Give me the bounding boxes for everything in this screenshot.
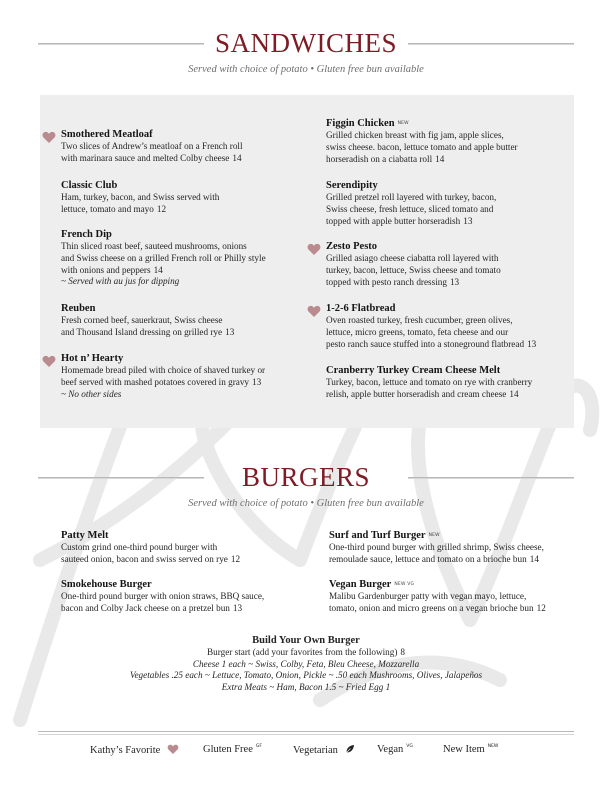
menu-item: [326, 302, 566, 350]
item-price: 14: [435, 153, 445, 164]
item-description: [326, 377, 566, 401]
item-description: [326, 192, 566, 227]
menu-item: [329, 529, 579, 566]
byo-cheese: Cheese 1 each ~ Swiss, Colby, Feta, Bleu Cheese, Mozzarella: [192, 658, 420, 669]
sandwiches-subtitle: Served with choice of potato • Gluten free bun available: [188, 64, 424, 75]
item-badge: NEW: [428, 533, 440, 538]
item-description-text: topped with pesto ranch dressing: [326, 276, 447, 287]
item-note: ~ Served with au jus for dipping: [61, 276, 180, 287]
item-description-line: [326, 142, 566, 154]
item-name: [61, 302, 301, 315]
item-description-text: Custom grind one-third pound burger with: [61, 542, 218, 552]
menu-item: [61, 302, 301, 339]
item-name-text: Vegan Burger: [329, 579, 392, 590]
heart-icon: [42, 352, 56, 364]
item-description: [61, 315, 301, 339]
byo-vegetables: Vegetables .25 each ~ Lettuce, Tomato, Onion, Pickle ~ .50 each Mushrooms, Olives, Jalapeños: [129, 670, 483, 681]
legend-vegan-label: Vegan: [377, 744, 404, 755]
item-description-line: [61, 603, 311, 615]
item-description: [61, 591, 311, 615]
item-description-line: [326, 377, 566, 389]
item-name: [61, 352, 301, 365]
item-description-text: and Thousand Island dressing on grilled rye: [61, 326, 223, 337]
burgers-header: [38, 462, 574, 492]
item-name: [61, 578, 311, 591]
sandwiches-title: SANDWICHES: [214, 28, 397, 58]
heart-icon: [167, 744, 179, 754]
item-description-line: [326, 253, 566, 265]
item-description: [329, 542, 579, 566]
byo-start-text: Burger start (add your favorites from the following): [206, 647, 398, 657]
item-name: [61, 128, 301, 141]
item-description-line: [326, 130, 566, 142]
item-description-text: pesto ranch sauce stuffed into a stoneground flatbread: [326, 338, 525, 349]
item-description-line: [326, 327, 566, 339]
item-name: [329, 578, 579, 591]
item-description-line: [61, 591, 311, 603]
item-description-text: Fresh corned beef, sauerkraut, Swiss cheese: [61, 315, 223, 325]
item-badge: NEW: [397, 121, 409, 126]
item-description-text: Thin sliced roast beef, sauteed mushrooms, onions: [61, 241, 247, 251]
item-description: [61, 542, 311, 566]
item-description-line: [326, 154, 566, 166]
menu-item: [326, 117, 566, 165]
item-price: 13: [449, 276, 460, 287]
item-note: ~ No other sides: [61, 388, 122, 399]
item-name-text: Serendipity: [326, 180, 378, 191]
item-name: [326, 179, 566, 192]
byo-start-price: 8: [400, 647, 405, 657]
legend-gluten-free: [203, 744, 262, 755]
item-description-text: Homemade bread piled with choice of shaved turkey or: [61, 365, 266, 375]
item-description-line: [329, 591, 579, 603]
menu-item: [61, 128, 301, 165]
byo-title: Build Your Own Burger: [252, 635, 360, 646]
menu-item: [61, 578, 311, 615]
vg-mark: VG: [406, 744, 413, 749]
item-description-text: swiss cheese. bacon, lettuce tomato and apple butter: [326, 141, 518, 152]
item-description-text: horseradish on a ciabatta roll: [326, 153, 433, 164]
footer-rule-bottom: [38, 734, 574, 735]
item-description-text: and Swiss cheese on a grilled French roll or Philly style: [61, 252, 266, 263]
item-description: [329, 591, 579, 615]
item-description-text: One-third pound burger with grilled shrimp, Swiss cheese,: [329, 542, 544, 552]
item-description-line: [61, 253, 301, 265]
item-badge: NEW VG: [394, 582, 415, 587]
item-name-text: Smothered Meatloaf: [61, 129, 153, 140]
item-description-line: [329, 554, 579, 566]
item-description-text: Turkey, bacon, lettuce and tomato on rye with cranberry: [326, 377, 533, 387]
item-description-line: [61, 542, 311, 554]
item-description: [61, 141, 301, 165]
item-description-text: with marinara sauce and melted Colby cheese: [61, 152, 230, 163]
leaf-icon: [345, 744, 355, 754]
heart-icon: [42, 128, 56, 140]
burgers-title: BURGERS: [241, 462, 371, 492]
item-description-text: Ham, turkey, bacon, and Swiss served with: [61, 192, 220, 202]
item-name-text: Zesto Pesto: [326, 241, 378, 252]
item-name-text: French Dip: [61, 229, 112, 240]
item-description-line: [326, 339, 566, 351]
item-description-line: [61, 141, 301, 153]
item-description-line: [326, 192, 566, 204]
item-price: 14: [529, 553, 539, 564]
item-price: 13: [252, 376, 262, 387]
heart-icon: [307, 302, 321, 314]
item-description-text: lettuce, micro greens, tomato, feta cheese and our: [326, 326, 509, 337]
item-name-text: Hot n’ Hearty: [61, 353, 124, 364]
item-description-text: bacon and Colby Jack cheese on a pretzel bun: [61, 602, 230, 613]
item-name-text: Smokehouse Burger: [61, 579, 152, 590]
item-name: [326, 302, 566, 315]
heart-icon: [307, 240, 321, 252]
item-description: [61, 192, 301, 216]
item-description-line: [326, 389, 566, 401]
menu-item: [329, 578, 579, 615]
legend-vegetarian: [293, 744, 355, 756]
legend-vegan: [377, 744, 413, 755]
item-description-line: [326, 315, 566, 327]
item-description-line: [326, 204, 566, 216]
item-name-text: Patty Melt: [61, 530, 109, 541]
item-price: 13: [232, 602, 243, 613]
item-price: 14: [509, 388, 519, 399]
item-name: [61, 228, 301, 241]
menu-item: [61, 228, 301, 288]
item-description-line: [329, 542, 579, 554]
item-price: 13: [225, 326, 235, 337]
item-description-line: [61, 554, 311, 566]
item-name: [326, 364, 566, 377]
item-description-text: tomato, onion and micro greens on a vegan brioche bun: [329, 602, 534, 613]
item-description-line: [61, 153, 301, 165]
footer-rule-top: [38, 731, 574, 732]
item-description-text: Oven roasted turkey, fresh cucumber, green olives,: [326, 315, 513, 325]
item-description-text: topped with apple butter horseradish: [326, 215, 461, 226]
burgers-subtitle: Served with choice of potato • Gluten free bun available: [188, 498, 424, 509]
item-description-text: sauteed onion, bacon and swiss served on rye: [61, 553, 228, 564]
legend-favorite-label: Kathy’s Favorite: [90, 745, 161, 756]
item-price: 13: [527, 338, 537, 349]
item-description: [326, 130, 566, 165]
legend-favorite: [90, 744, 179, 756]
item-description-line: [326, 216, 566, 228]
item-description-text: One-third pound burger with onion straws, BBQ sauce,: [61, 591, 265, 601]
item-description: [61, 365, 301, 400]
item-name-text: Cranberry Turkey Cream Cheese Melt: [326, 365, 501, 376]
item-name: [329, 529, 579, 542]
item-name-text: Surf and Turf Burger: [329, 530, 426, 541]
item-description: [326, 315, 566, 350]
item-description-text: beef served with mashed potatoes covered in gravy: [61, 376, 250, 387]
item-description-line: [61, 377, 301, 389]
item-price: 14: [153, 264, 163, 275]
item-price: 12: [230, 553, 241, 564]
item-description-line: [61, 192, 301, 204]
item-name-text: Figgin Chicken: [326, 118, 395, 129]
item-description-text: relish, apple butter horseradish and cream cheese: [326, 388, 507, 399]
item-description-line: [326, 277, 566, 289]
item-description-line: [61, 204, 301, 216]
item-description-text: Swiss cheese, fresh lettuce, sliced tomato and: [326, 203, 494, 214]
item-description-line: [61, 365, 301, 377]
item-description: [61, 241, 301, 288]
item-description-line: [326, 265, 566, 277]
item-name-text: Classic Club: [61, 180, 118, 191]
menu-item: [326, 179, 566, 227]
item-description-line: [61, 241, 301, 253]
menu-item: [61, 179, 301, 216]
item-price: 12: [536, 602, 546, 613]
gf-mark: GF: [255, 744, 262, 749]
menu-item: [61, 352, 301, 400]
byo-start: [0, 647, 612, 659]
item-description-text: Grilled pretzel roll layered with turkey, bacon,: [326, 192, 497, 202]
item-description-line: [329, 603, 579, 615]
item-description-text: with onions and peppers: [61, 264, 151, 275]
menu-item: [326, 240, 566, 288]
menu-item: [326, 364, 566, 401]
item-description: [326, 253, 566, 288]
item-description-text: remoulade sauce, lettuce and tomato on a brioche bun: [329, 553, 527, 564]
item-description-line: [61, 315, 301, 327]
sandwiches-header: [38, 28, 574, 58]
item-name-text: Reuben: [61, 303, 96, 314]
item-price: 13: [463, 215, 473, 226]
item-name: [326, 240, 566, 253]
item-price: 12: [156, 203, 167, 214]
item-price: 14: [232, 152, 242, 163]
byo-extra-meats: Extra Meats ~ Ham, Bacon 1.5 ~ Fried Egg 1: [221, 681, 391, 692]
item-description-line: [61, 327, 301, 339]
legend-gluten-free-label: Gluten Free: [203, 744, 253, 755]
item-description-line: [61, 265, 301, 277]
legend: [0, 744, 612, 760]
item-description-text: Two slices of Andrew’s meatloaf on a French roll: [61, 141, 243, 151]
item-description-text: turkey, bacon, lettuce, Swiss cheese and tomato: [326, 264, 501, 275]
legend-vegetarian-label: Vegetarian: [293, 745, 338, 756]
item-description-text: Malibu Gardenburger patty with vegan mayo, lettuce,: [329, 591, 527, 601]
menu-item: [61, 529, 311, 566]
item-name-text: 1-2-6 Flatbread: [326, 303, 396, 314]
item-name: [326, 117, 566, 130]
legend-new-item-label: New Item: [443, 744, 485, 755]
item-description-text: Grilled chicken breast with fig jam, apple slices,: [326, 130, 504, 140]
item-name: [61, 529, 311, 542]
item-name: [61, 179, 301, 192]
build-your-own-section: [0, 634, 612, 693]
item-description-text: lettuce, tomato and mayo: [61, 203, 154, 214]
new-mark: NEW: [487, 744, 499, 749]
legend-new-item: [443, 744, 498, 755]
item-description-text: Grilled asiago cheese ciabatta roll layered with: [326, 253, 499, 263]
